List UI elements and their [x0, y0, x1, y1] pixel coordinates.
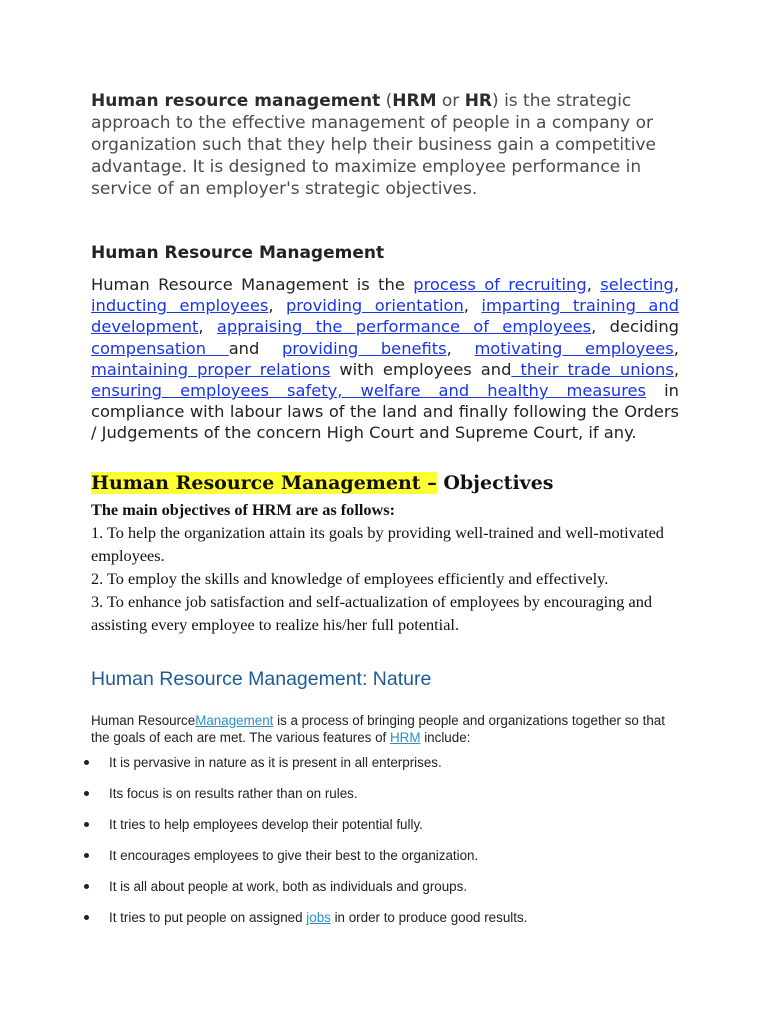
list-item-text: Its focus is on results rather than on rules.	[109, 785, 358, 801]
definition-text: ,	[463, 296, 482, 316]
link-training-and-development[interactable]: imparting training and development	[91, 296, 679, 337]
objective-item: 3. To enhance job satisfaction and self-actualization of employees by encouraging and assisting every employee to realize his/her full potential.	[91, 591, 652, 634]
list-item-text: It encourages employees to give their best to the organization.	[109, 847, 479, 863]
link-appraising-performance[interactable]: appraising the performance of employees	[216, 317, 592, 337]
definition-text: ,	[673, 338, 679, 358]
link-jobs[interactable]: jobs	[306, 909, 331, 925]
link-process-of-recruiting[interactable]: process of recruiting	[413, 275, 587, 294]
link-inducting-employees[interactable]: inducting employees	[91, 296, 269, 316]
bullet-icon	[84, 884, 89, 889]
bullet-icon	[84, 915, 89, 920]
list-item-text: It is pervasive in nature as it is present in all enterprises.	[109, 754, 442, 770]
nature-heading: Human Resource Management: Nature	[91, 667, 432, 690]
objectives-heading	[91, 470, 679, 496]
definition-text: ,	[673, 275, 679, 294]
definition-text: in compliance with labour laws of the land and finally following the Orders / Judgements of the concern High Court and Supreme Court, if any.	[91, 381, 679, 443]
list-item	[84, 878, 679, 909]
bullet-icon	[84, 760, 89, 765]
definition-text: and	[228, 338, 282, 358]
link-hrm[interactable]: HRM	[389, 729, 421, 745]
list-item	[84, 816, 679, 847]
list-item-text: It tries to put people on assigned	[109, 909, 307, 925]
intro-text: (	[380, 91, 393, 111]
objectives-heading-rest: Objectives	[436, 471, 554, 494]
intro-text: or	[436, 91, 465, 111]
link-providing-benefits[interactable]: providing benefits	[281, 338, 447, 358]
section-heading-hrm: Human Resource Management	[91, 243, 385, 263]
hrm-definition-paragraph	[91, 274, 679, 444]
definition-text: ,	[446, 338, 475, 358]
intro-text: ) is the strategic approach to the effective management of people in a company or organization such that they help their business gain a competitive advantage. It is designed to maximize employee performance in service of an employer's strategic objectives.	[91, 91, 657, 199]
nature-text: is a process of bringing people and organizations together so that the goals of each are met. The various features of	[91, 712, 665, 745]
definition-text: , deciding	[591, 317, 679, 337]
definition-text: ,	[198, 317, 217, 337]
list-item-text: It is all about people at work, both as individuals and groups.	[109, 878, 468, 894]
nature-features-list	[84, 754, 679, 940]
link-providing-orientation[interactable]: providing orientation	[285, 296, 464, 316]
intro-abbr-hrm: HRM	[392, 91, 437, 111]
bullet-icon	[84, 822, 89, 827]
intro-paragraph	[91, 90, 679, 200]
list-item-text: in order to produce good results.	[330, 909, 528, 925]
definition-text: with employees and	[330, 359, 512, 379]
objectives-heading-highlight: Human Resource Management –	[91, 471, 437, 494]
link-maintaining-proper-relations[interactable]: maintaining proper relations	[91, 359, 331, 379]
list-item	[84, 785, 679, 816]
nature-text: Human Resource	[91, 712, 196, 728]
intro-term: Human resource management	[91, 91, 381, 111]
definition-text: ,	[673, 359, 679, 379]
link-trade-unions[interactable]: their trade unions	[511, 359, 674, 379]
list-item	[84, 754, 679, 785]
link-selecting[interactable]: selecting	[600, 275, 674, 294]
list-item	[84, 847, 679, 878]
nature-paragraph	[91, 712, 679, 746]
bullet-icon	[84, 853, 89, 858]
list-item-text: It tries to help employees develop their potential fully.	[109, 816, 423, 832]
link-motivating-employees[interactable]: motivating employees	[474, 338, 674, 358]
link-compensation[interactable]: compensation	[91, 338, 229, 358]
objective-item: 2. To employ the skills and knowledge of employees efficiently and effectively.	[91, 568, 609, 588]
definition-text: ,	[268, 296, 286, 316]
objective-item: 1. To help the organization attain its goals by providing well-trained and well-motivated employees.	[91, 522, 664, 565]
link-management[interactable]: Management	[195, 712, 274, 728]
objectives-lead: The main objectives of HRM are as follows:	[91, 499, 396, 519]
intro-abbr-hr: HR	[464, 91, 493, 111]
definition-text: ,	[586, 275, 601, 294]
document-page	[91, 90, 679, 940]
list-item	[84, 909, 679, 940]
link-employees-safety-welfare[interactable]: ensuring employees safety, welfare and healthy measures	[91, 381, 647, 401]
objectives-block	[91, 498, 679, 636]
definition-text: Human Resource Management is the	[91, 275, 414, 294]
nature-text: include:	[420, 729, 471, 745]
bullet-icon	[84, 791, 89, 796]
